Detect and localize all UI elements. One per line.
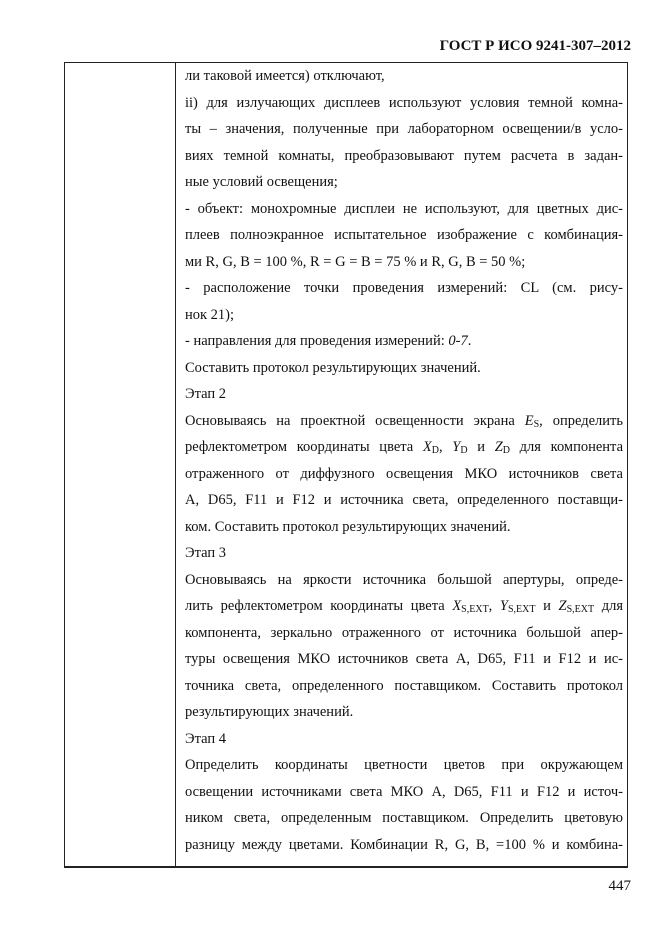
text-line: ные условий освещения; <box>185 174 338 190</box>
text-line: нок 21); <box>185 306 235 323</box>
text-span: для компонента <box>510 439 624 455</box>
formula-subscript: S,EXT <box>461 604 489 615</box>
text-line <box>185 328 623 355</box>
text-line: освещении источниками света МКО A, D65, F11 и F12 и источ- <box>185 783 623 800</box>
text-line: ii) для излучающих дисплеев используют условия темной комна- <box>185 94 623 111</box>
text-span: , определить <box>539 412 624 429</box>
stage-heading: Этап 3 <box>185 545 226 561</box>
text-line: - расположение точки проведения измерений: CL (см. рису- <box>185 280 623 296</box>
text-span: лить рефлектометром координаты цвета <box>185 598 453 614</box>
text-line: результирующих значений. <box>185 704 354 720</box>
text-line <box>185 593 623 620</box>
text-span: , <box>488 598 500 614</box>
text-line: разницу между цветами. Комбинации R, G, B, =100 % и комбина- <box>185 836 623 853</box>
text-line: ты – значения, полученные при лабораторном освещении/в усло- <box>185 121 623 137</box>
text-span: - направления для проведения измерений: <box>185 333 449 349</box>
column-divider <box>175 63 176 866</box>
text-line: - объект: монохромные дисплеи не используют, для цветных дис- <box>185 200 623 217</box>
table-cell-content <box>185 63 623 858</box>
text-span: , <box>438 439 453 455</box>
formula-subscript: S,EXT <box>566 604 595 615</box>
text-line: туры освещения МКО источников света A, D65, F11 и F12 и ис- <box>185 651 623 667</box>
formula-subscript: D <box>502 445 511 456</box>
text-line: Основываясь на яркости источника большой апертуры, опреде- <box>185 571 623 588</box>
formula-symbol: Y <box>452 439 461 455</box>
text-line: компонента, зеркально отраженного от источника большой апер- <box>185 624 623 641</box>
page-number: 447 <box>608 878 631 894</box>
formula-subscript: S <box>533 418 540 430</box>
text-line: ником света, определенным поставщиком. Определить цветовую <box>185 810 623 826</box>
text-line: виях темной комнаты, преобразовывают путем расчета в задан- <box>185 147 623 164</box>
text-line <box>185 434 623 461</box>
formula-symbol: E <box>524 412 534 429</box>
formula-subscript: D <box>460 445 468 456</box>
text-line: ми R, G, B = 100 %, R = G = B = 75 % и R, G, B = 50 %; <box>185 253 526 270</box>
text-line: Составить протокол результирующих значений. <box>185 359 481 376</box>
text-span: Основываясь на проектной освещенности экрана <box>185 412 525 429</box>
stage-heading: Этап 4 <box>185 730 226 747</box>
formula-symbol: Z <box>558 598 567 614</box>
text-line: ком. Составить протокол результирующих значений. <box>185 518 511 535</box>
formula-symbol: Y <box>499 598 508 614</box>
directions-value: 0-7 <box>448 333 468 349</box>
formula-subscript: S,EXT <box>508 604 536 615</box>
document-header: ГОСТ Р ИСО 9241-307–2012 <box>439 38 631 54</box>
text-span: и <box>535 598 559 614</box>
text-line: отраженного от диффузного освещения МКО источников света <box>185 465 623 482</box>
text-line: точника света, определенного поставщиком. Составить протокол <box>185 677 623 694</box>
stage-heading: Этап 2 <box>185 386 226 402</box>
text-span: и <box>467 439 495 455</box>
text-line: ли таковой имеется) отключают, <box>185 68 385 84</box>
content-table <box>64 62 628 868</box>
text-span: для <box>594 598 623 614</box>
formula-subscript: D <box>431 445 439 456</box>
text-line: Определить координаты цветности цветов при окружающем <box>185 757 623 773</box>
text-line <box>185 408 623 435</box>
text-line: A, D65, F11 и F12 и источника света, определенного поставщи- <box>185 492 623 508</box>
text-span: . <box>467 333 472 349</box>
text-span: рефлектометром координаты цвета <box>185 439 423 455</box>
formula-symbol: X <box>452 598 462 614</box>
text-line: плеев полноэкранное испытательное изображение с комбинация- <box>185 227 623 243</box>
formula-symbol: X <box>422 439 432 455</box>
formula-symbol: Z <box>494 439 503 455</box>
